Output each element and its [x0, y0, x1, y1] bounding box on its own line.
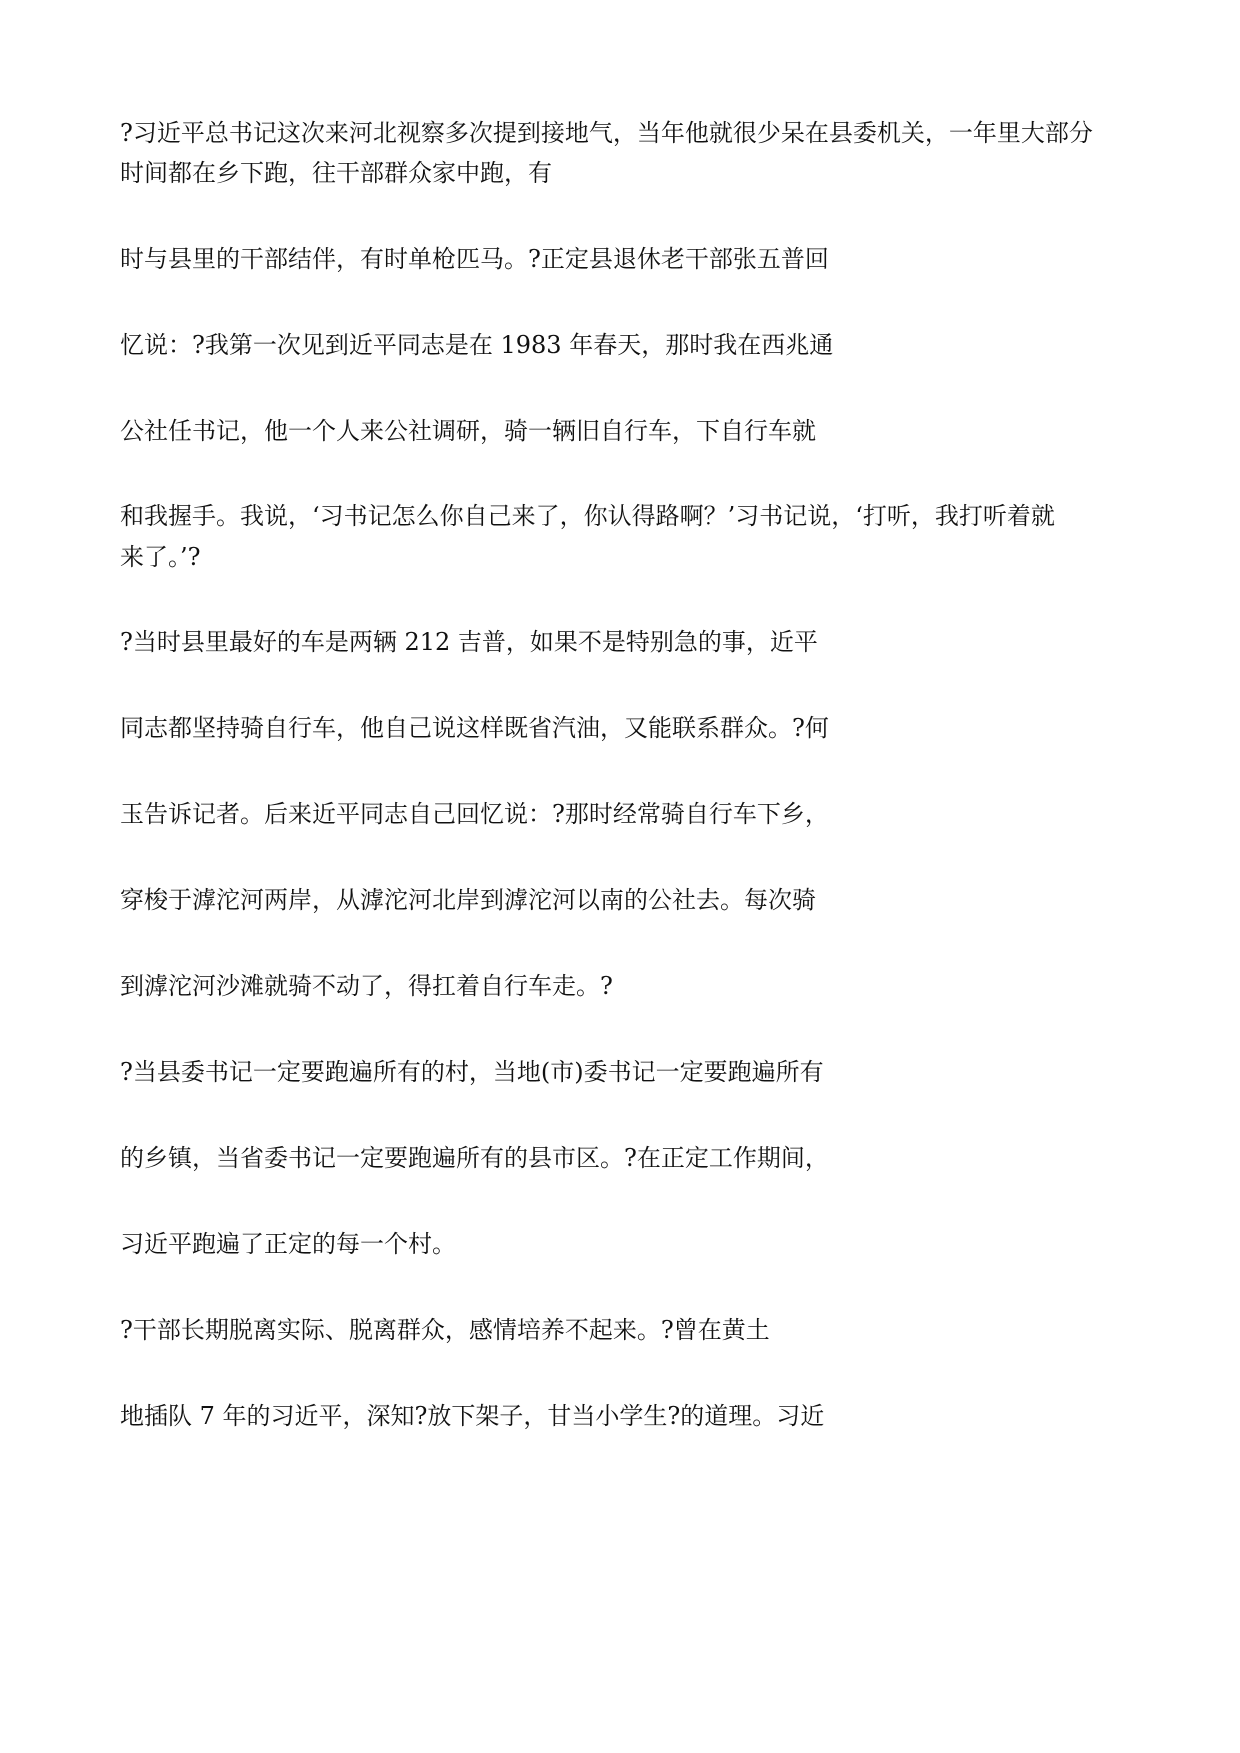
text-line: 时间都在乡下跑，往干部群众家中跑，有 [120, 159, 552, 187]
text-line: 来了。’? [120, 543, 201, 571]
text-line: ?习近平总书记这次来河北视察多次提到接地气，当年他就很少呆在县委机关，一年里大部分 [120, 119, 1093, 147]
text-line: ?当时县里最好的车是两辆 212 吉普，如果不是特别急的事，近平 [120, 628, 818, 656]
text-line: 同志都坚持骑自行车，他自己说这样既省汽油，又能联系群众。?何 [120, 714, 829, 742]
text-line: 公社任书记，他一个人来公社调研，骑一辆旧自行车，下自行车就 [120, 417, 816, 445]
text-line: 时与县里的干部结伴，有时单枪匹马。?正定县退休老干部张五普回 [120, 245, 829, 273]
text-line: ?当县委书记一定要跑遍所有的村，当地(市)委书记一定要跑遍所有 [120, 1058, 824, 1086]
text-line: 的乡镇，当省委书记一定要跑遍所有的县市区。?在正定工作期间， [120, 1144, 829, 1172]
text-line: 到滹沱河沙滩就骑不动了，得扛着自行车走。? [120, 972, 613, 1000]
text-line: 忆说：?我第一次见到近平同志是在 1983 年春天，那时我在西兆通 [120, 331, 834, 359]
text-line: ?干部长期脱离实际、脱离群众，感情培养不起来。?曾在黄土 [120, 1316, 770, 1344]
text-line: 穿梭于滹沱河两岸，从滹沱河北岸到滹沱河以南的公社去。每次骑 [120, 886, 816, 914]
text-line: 玉告诉记者。后来近平同志自己回忆说：?那时经常骑自行车下乡， [120, 800, 829, 828]
text-line: 和我握手。我说，‘习书记怎么你自己来了，你认得路啊？’习书记说，‘打听，我打听着就 [120, 502, 1055, 530]
text-line: 地插队 7 年的习近平，深知?放下架子，甘当小学生?的道理。习近 [120, 1402, 825, 1430]
text-line: 习近平跑遍了正定的每一个村。 [120, 1230, 456, 1258]
